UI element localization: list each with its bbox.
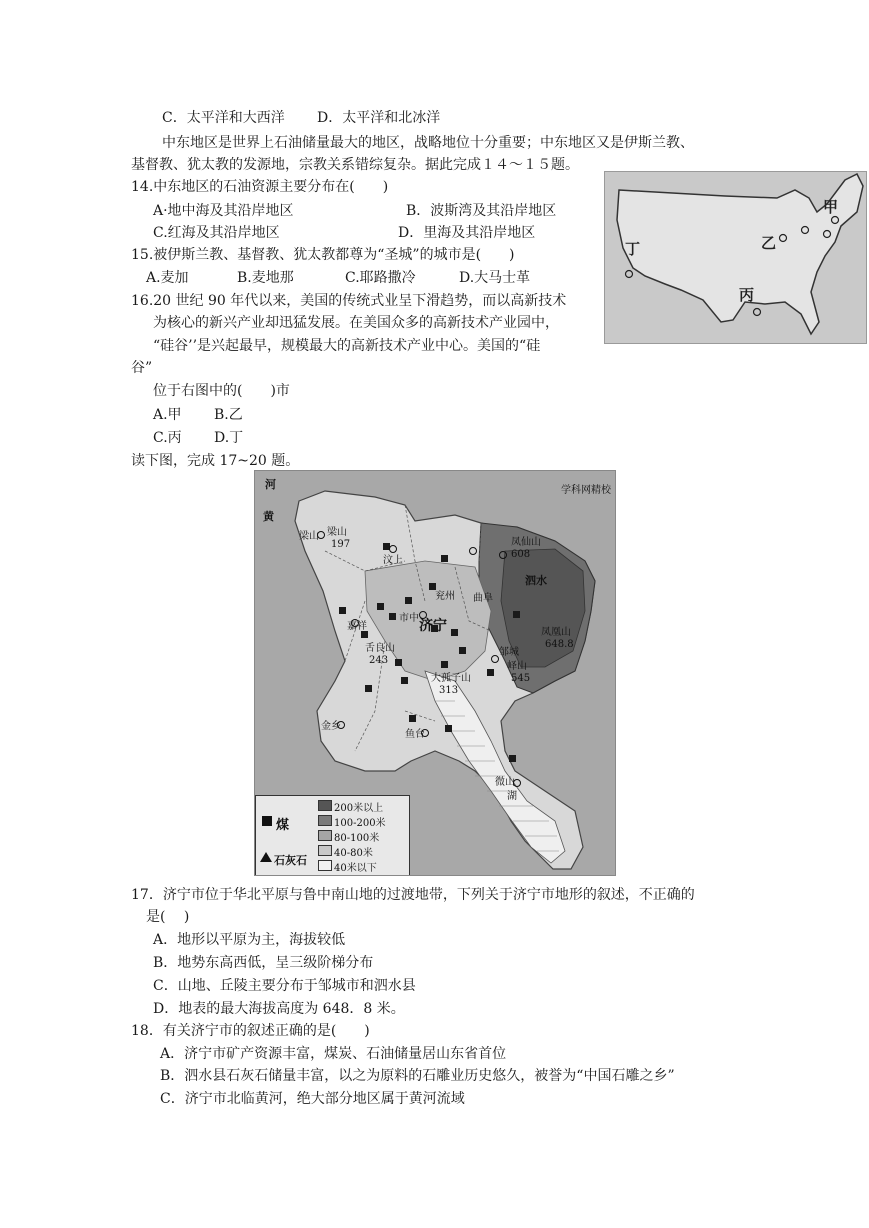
q16-option-b: B.乙 [214,407,243,423]
q14-option-d: D．里海及其沿岸地区 [398,225,536,241]
passage-line-1: 中东地区是世界上石油储量最大的地区，战略地位十分重要；中东地区又是伊斯兰教、 [162,135,694,151]
legend-coal: 煤 [276,818,290,833]
swatch-h1 [318,800,332,811]
map-label-yi: 乙 [761,234,777,252]
place-qufu: 曲阜 [473,593,493,604]
coal-legend-icon [262,816,272,826]
q17-option-d: D．地表的最大海拔高度为 648．8 米。 [153,1001,405,1017]
q15-option-c: C.耶路撒冷 [345,270,416,286]
limestone-legend-icon [260,852,272,862]
q18-option-b: B．泗水县石灰石储量丰富，以之为原料的石雕业历史悠久，被誉为“中国石雕之乡” [160,1068,675,1084]
q18-option-a: A．济宁市矿产资源丰富，煤炭、石油储量居山东省首位 [160,1046,507,1062]
map-label-ding: 丁 [625,240,641,258]
place-dagunzishan: 大孤子山 [431,673,471,684]
q18-option-c: C．济宁市北临黄河，绝大部分地区属于黄河流域 [160,1091,465,1107]
q16-line-5: 位于右图中的( )市 [153,383,290,399]
place-sishui: 泗水 [525,574,547,587]
q13-option-d: D．太平洋和北冰洋 [317,110,441,126]
q15-option-b: B.麦地那 [237,270,294,286]
q17-option-b: B．地势东高西低，呈三级阶梯分布 [153,955,374,971]
place-liangshan-height: 197 [331,539,351,550]
river-label-he: 河 [265,478,276,491]
q14-option-a: A·地中海及其沿岸地区 [153,203,294,219]
usa-map-figure [604,171,867,344]
map-label-bing: 丙 [739,286,755,304]
place-dagunzishan-height: 313 [439,685,459,696]
q18-stem: 18．有关济宁市的叙述正确的是( ) [131,1023,370,1039]
legend-h1: 200米以上 [334,803,384,814]
legend-h3: 80-100米 [334,833,380,844]
place-zhiliangshan-height: 243 [369,655,389,666]
read-instruction: 读下图，完成 17~20 题。 [131,453,300,469]
place-yishan-height: 545 [511,673,531,684]
q16-line-2: 为核心的新兴产业却迅猛发展。在美国众多的高新技术产业园中， [153,315,559,331]
q15-stem: 15.被伊斯兰教、基督教、犹太教都尊为“圣城”的城市是( ) [131,247,515,263]
swatch-h3 [318,830,332,841]
place-yanzhou: 兖州 [435,591,455,602]
q16-option-c: C.丙 [153,430,182,446]
q16-line-1: 16.20 世纪 90 年代以来，美国的传统式业呈下滑趋势，而以高新技术 [131,293,567,309]
place-zoucheng: 邹城 [499,647,519,658]
swatch-h5 [318,860,332,871]
swatch-h4 [318,845,332,856]
river-label-huang: 黄 [263,510,274,523]
place-fenghuangshan-height: 648.8 [545,639,574,650]
place-yishan: 峄山 [507,661,527,672]
q17-stem-line-2: 是( ) [146,909,190,925]
place-weishan: 微山 [495,777,515,788]
place-jiaxiang: 嘉祥 [347,621,367,632]
q15-option-d: D.大马士革 [459,270,531,286]
swatch-h2 [318,815,332,826]
place-wenshang: 汶上 [383,555,403,566]
map-legend [255,795,410,876]
q13-option-c: C．太平洋和大西洋 [162,110,285,126]
watermark-text: 学科网精校 [561,485,611,496]
place-jinxiang: 金乡 [321,721,341,732]
place-fengxianshan: 凤仙山 [511,537,541,548]
legend-h2: 100-200米 [334,818,386,829]
place-liangshan-county: 梁山 [299,531,319,542]
place-shizhong: 市中 [399,613,419,624]
q15-option-a: A.麦加 [146,270,189,286]
q14-option-c: C.红海及其沿岸地区 [153,225,280,241]
q16-option-a: A.甲 [153,407,182,423]
place-lake: 湖 [507,791,517,802]
place-yutai: 鱼台 [405,729,425,740]
q17-option-a: A．地形以平原为主，海拔较低 [153,932,346,948]
place-liangshan-peak: 梁山 [327,527,347,538]
legend-h4: 40-80米 [334,848,373,859]
q17-stem-line-1: 17．济宁市位于华北平原与鲁中南山地的过渡地带，下列关于济宁市地形的叙述，不正确的 [131,887,695,903]
q14-option-b: B．波斯湾及其沿岸地区 [406,203,557,219]
q14-stem: 14.中东地区的石油资源主要分布在( ) [131,179,389,195]
map-label-jia: 甲 [823,198,839,216]
q16-option-d: D.丁 [214,430,244,446]
jining-map-figure [254,470,616,876]
place-jining: 济宁 [419,618,447,634]
q17-option-c: C．山地、丘陵主要分布于邹城市和泗水县 [153,978,416,994]
legend-limestone: 石灰石 [274,854,307,867]
place-fenghuangshan: 凤凰山 [541,627,571,638]
passage-line-2: 基督教、犹太教的发源地，宗教关系错综复杂。据此完成１４～１５题。 [131,157,579,173]
q16-line-4: 谷” [131,360,153,376]
place-fengxianshan-height: 608 [511,549,531,560]
q16-line-3: “硅谷’’是兴起最早，规模最大的高新技术产业中心。美国的“硅 [153,338,541,354]
legend-h5: 40米以下 [334,863,377,874]
place-zhiliangshan: 舌良山 [365,643,395,654]
